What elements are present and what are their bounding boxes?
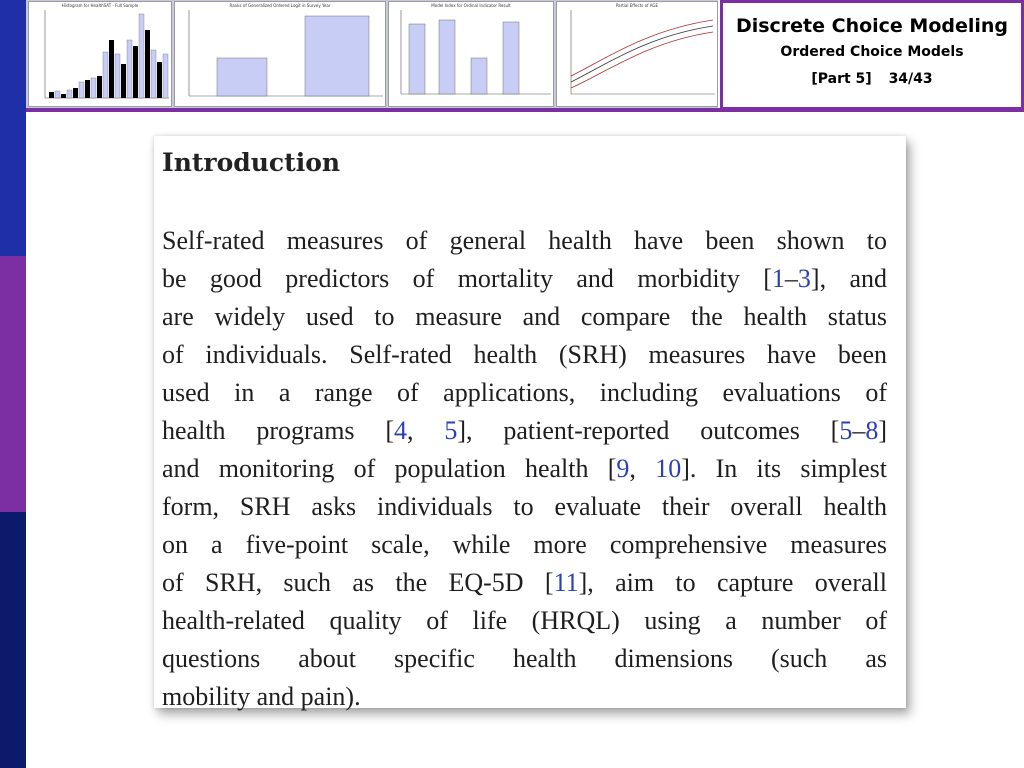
text-segment: ]. In its simplest xyxy=(681,454,888,483)
text-segment: – xyxy=(852,416,866,445)
text-segment: Self-rated measures of general health have been shown to xyxy=(162,226,887,255)
citation-link[interactable]: 10 xyxy=(655,454,682,483)
paragraph-line xyxy=(162,564,887,602)
text-segment: , xyxy=(629,454,656,483)
paragraph-line xyxy=(162,602,887,640)
paragraph-line xyxy=(162,222,887,260)
header-divider-line xyxy=(26,108,1024,112)
paragraph-line xyxy=(162,488,887,526)
paragraph-line xyxy=(162,298,887,336)
thumbnail-histogram xyxy=(28,1,172,107)
thumbnail-title: Histogram for HealthSAT - Full Sample xyxy=(61,3,139,8)
thumbnail-title: Partial Effects of AGE xyxy=(615,3,659,8)
left-color-bar-bottom xyxy=(0,512,26,768)
slide-part-and-page xyxy=(723,71,1021,87)
text-segment: of SRH, such as the EQ-5D [ xyxy=(162,568,554,597)
citation-link[interactable]: 5 xyxy=(839,416,853,445)
page-number: 34/43 xyxy=(888,71,933,87)
text-segment: ], aim to capture overall xyxy=(578,568,887,597)
paragraph-line xyxy=(162,412,887,450)
text-segment: – xyxy=(784,264,798,293)
header-thumbnail-strip xyxy=(26,0,718,108)
text-segment: form, SRH asks individuals to evaluate their overall health xyxy=(162,492,887,521)
course-title: Discrete Choice Modeling xyxy=(735,15,1009,37)
citation-link[interactable]: 4 xyxy=(394,416,408,445)
text-segment: health-related quality of life (HRQL) using a number of xyxy=(162,606,887,635)
text-segment: be good predictors of mortality and morbidity [ xyxy=(162,264,772,293)
text-segment: on a five-point scale, while more comprehensive measures xyxy=(162,530,887,559)
text-segment: ], patient-reported outcomes [ xyxy=(457,416,840,445)
citation-link[interactable]: 3 xyxy=(797,264,811,293)
thumbnail-title: Ranks of Generalized Ordered Logit in Survey Year xyxy=(229,3,331,8)
text-segment: are widely used to measure and compare the health status xyxy=(162,302,887,331)
thumbnail-model-index xyxy=(388,1,554,107)
citation-link[interactable]: 1 xyxy=(771,264,785,293)
thumbnail-rank-bars xyxy=(174,1,386,107)
thumbnail-partial-effects xyxy=(556,1,718,107)
text-segment: , xyxy=(407,416,445,445)
citation-link[interactable]: 8 xyxy=(865,416,879,445)
part-label: [Part 5] xyxy=(811,71,872,87)
rank-bars-thumbnail-graphic xyxy=(175,2,386,107)
citation-link[interactable]: 5 xyxy=(444,416,458,445)
paragraph-line xyxy=(162,640,887,678)
text-segment: mobility and pain). xyxy=(162,682,361,711)
paragraph-line xyxy=(162,374,887,412)
thumbnail-title: Model Index for Ordinal Indicator Result xyxy=(431,3,511,8)
text-segment: and monitoring of population health [ xyxy=(162,454,617,483)
introduction-paragraph xyxy=(162,222,887,716)
text-segment: ], and xyxy=(810,264,888,293)
paper-excerpt xyxy=(154,136,906,711)
text-segment: questions about specific health dimensions (such as xyxy=(162,644,887,673)
text-segment: ] xyxy=(878,416,887,445)
text-segment: of individuals. Self-rated health (SRH) measures have been xyxy=(162,340,887,369)
partial-effects-thumbnail-graphic xyxy=(557,2,718,107)
paragraph-line xyxy=(162,260,887,298)
lecture-subtitle: Ordered Choice Models xyxy=(780,44,964,60)
left-color-bar-top xyxy=(0,0,26,256)
model-index-thumbnail-graphic xyxy=(389,2,554,107)
text-segment: used in a range of applications, including evaluations of xyxy=(162,378,887,407)
slide-title-box xyxy=(720,0,1024,110)
left-color-bar-middle xyxy=(0,256,26,512)
citation-link[interactable]: 9 xyxy=(616,454,630,483)
section-heading: Introduction xyxy=(162,148,341,177)
text-segment: health programs [ xyxy=(162,416,395,445)
paragraph-line xyxy=(162,336,887,374)
paragraph-line xyxy=(162,450,887,488)
citation-link[interactable]: 11 xyxy=(553,568,579,597)
paragraph-line xyxy=(162,526,887,564)
paragraph-line xyxy=(162,678,887,716)
histogram-thumbnail-graphic xyxy=(29,2,172,107)
